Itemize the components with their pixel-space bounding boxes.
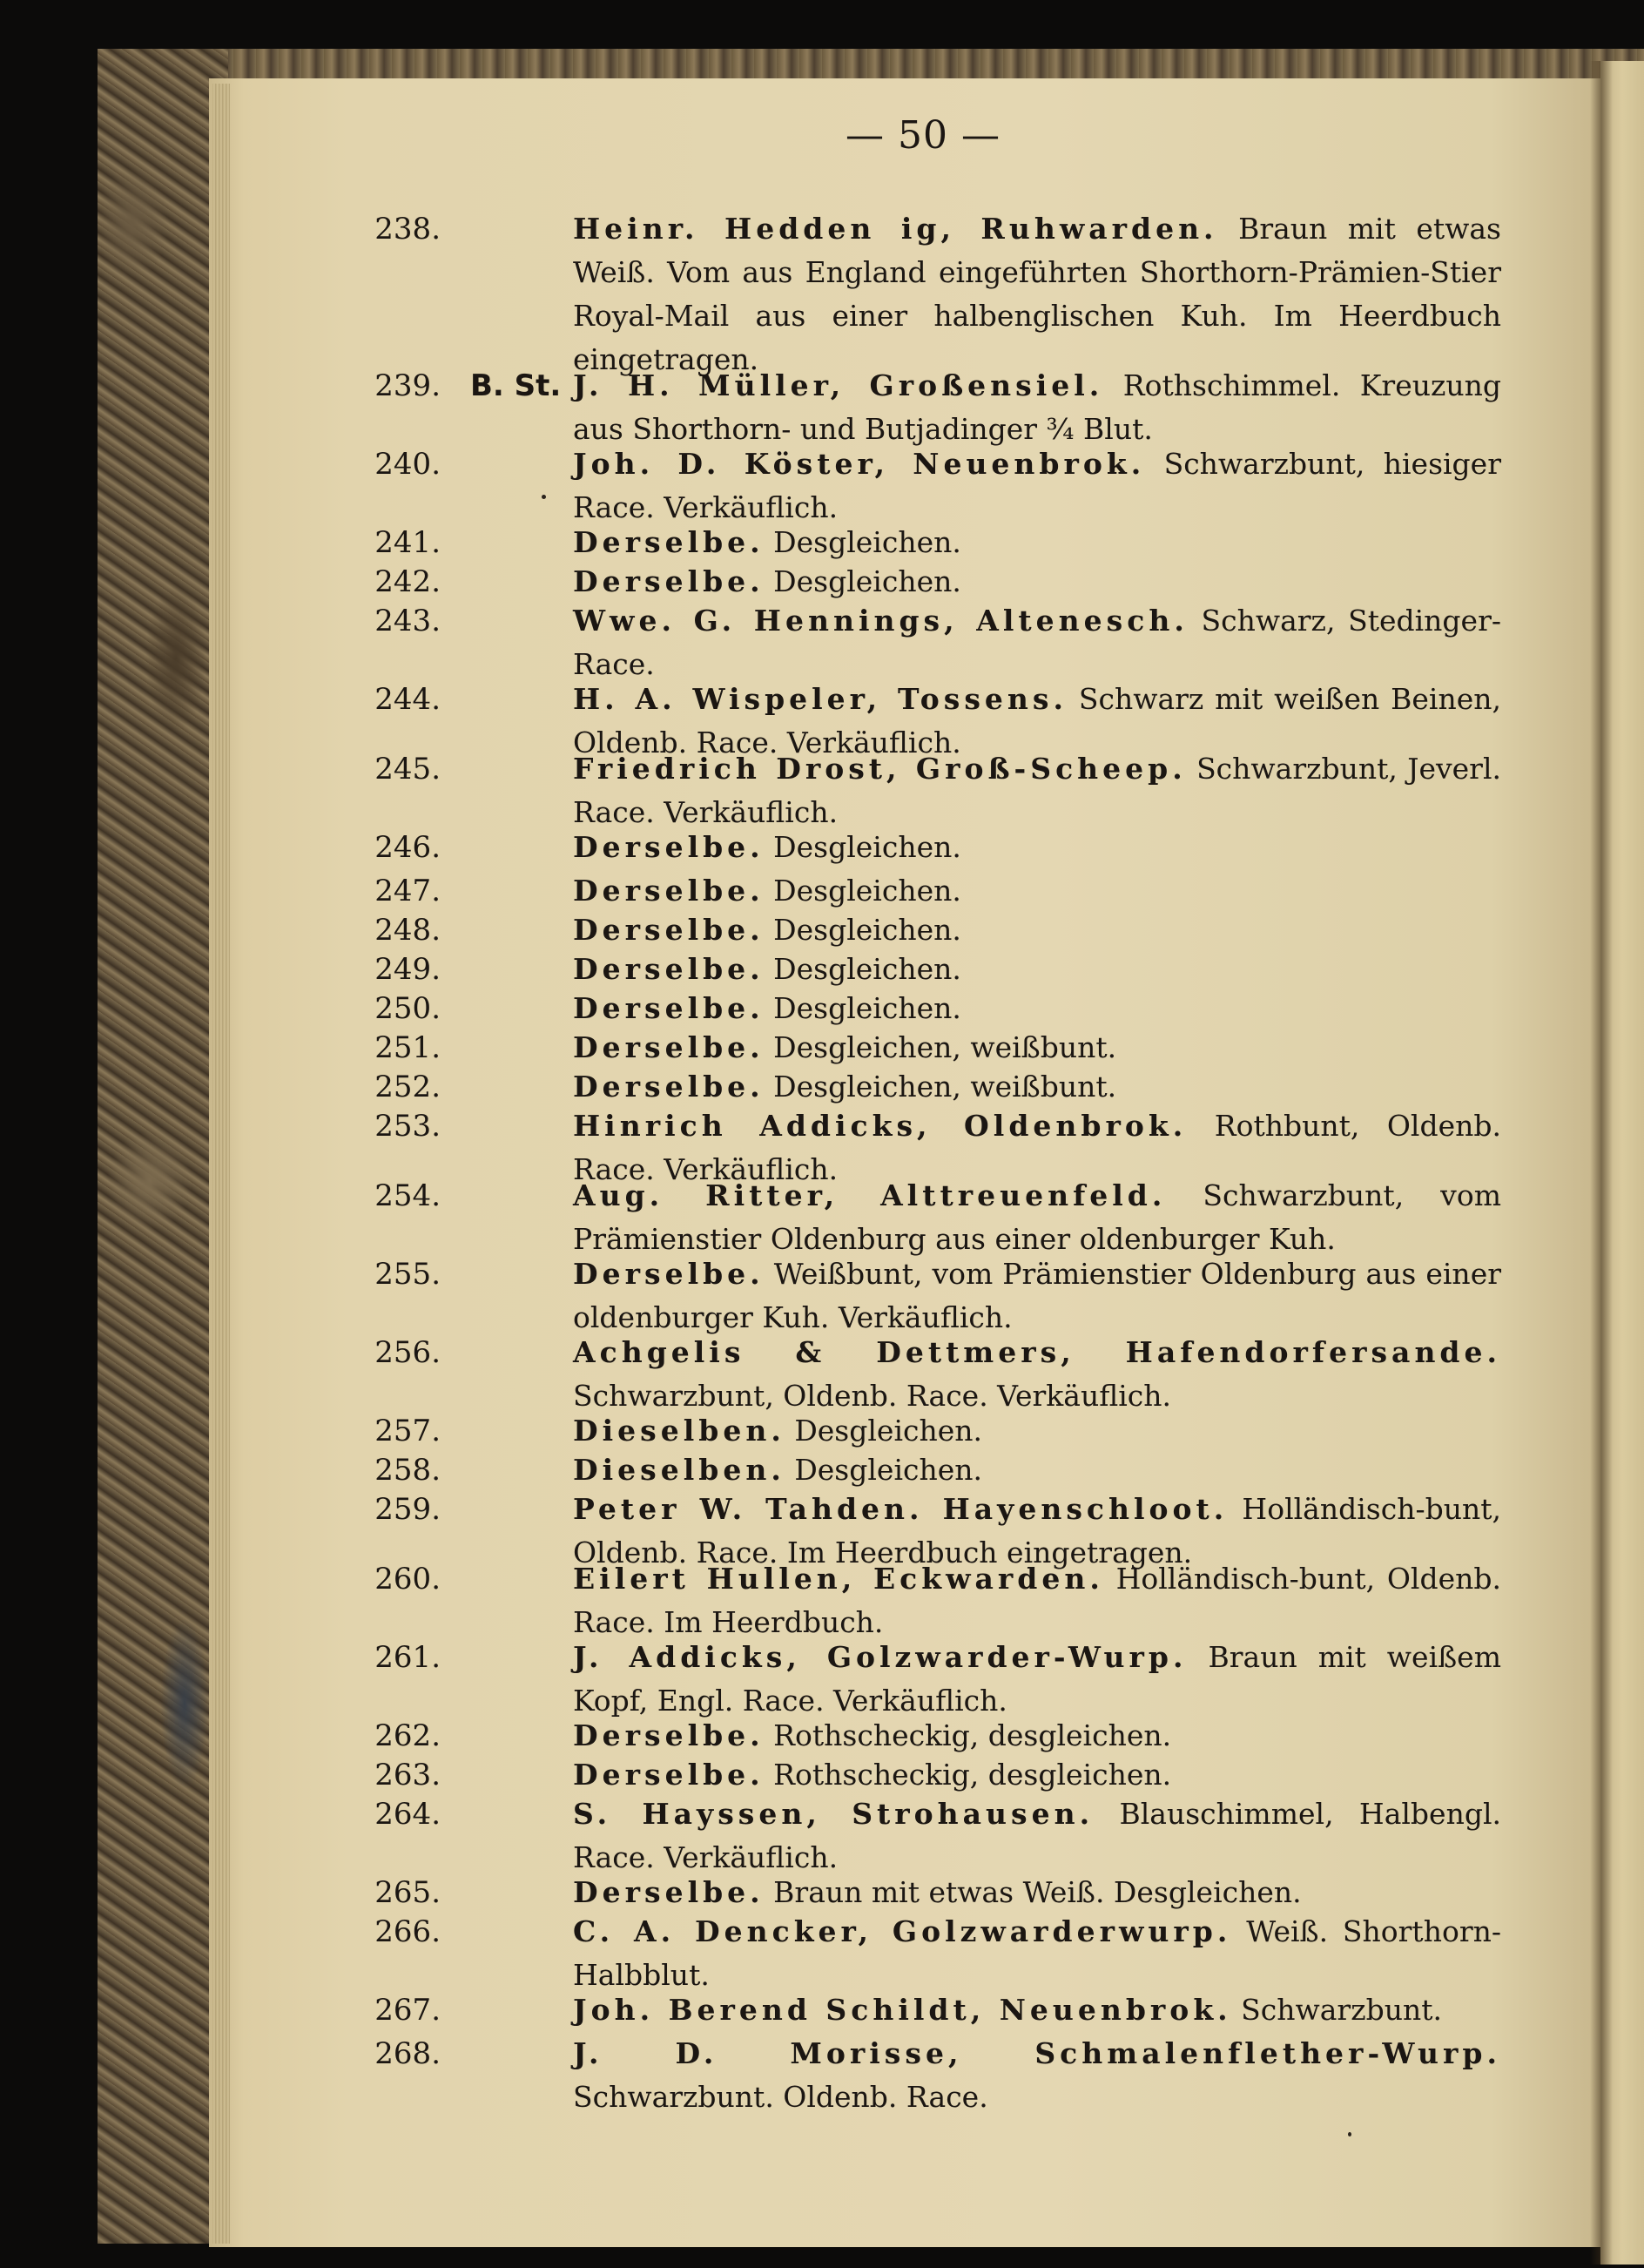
entry-text [573, 747, 1501, 834]
entry-owner: Derselbe. [573, 564, 765, 598]
entry-text [573, 599, 1501, 686]
entry-text [573, 1448, 1501, 1492]
entry-description: Rothschimmel. Kreuzung aus Shorthorn- und Butjadinger ¾ Blut. [573, 368, 1501, 446]
entry-description: Rothbunt, Oldenb. Race. Verkäuflich. [573, 1109, 1501, 1186]
entry-owner: J. H. Müller, Großensiel. [573, 368, 1104, 402]
entry-description: Braun mit etwas Weiß. Desgleichen. [773, 1875, 1302, 1909]
entry-owner: H. A. Wispeler, Tossens. [573, 682, 1068, 716]
entry-number: 251. [374, 1030, 441, 1065]
entry-description: Weiß. Shorthorn-Halbblut. [573, 1914, 1501, 1992]
entry-description: Rothscheckig, desgleichen. [773, 1758, 1172, 1792]
entry-number: 259. [374, 1492, 441, 1527]
page-number: — 50 — [846, 113, 1001, 158]
entry-text [573, 442, 1501, 530]
entry-number: 264. [374, 1797, 441, 1832]
entry-description: Desgleichen, weißbunt. [773, 1070, 1117, 1104]
entry-number: 267. [374, 1993, 441, 2028]
entry-owner: Derselbe. [573, 525, 765, 559]
entry-text [573, 1331, 1501, 1418]
entry-number: 261. [374, 1640, 441, 1675]
entry-number: 244. [374, 682, 441, 717]
entry-text [573, 1409, 1501, 1453]
entry-number: 240. [374, 447, 441, 482]
entry-number: 268. [374, 2036, 441, 2071]
entry-number: 239. [374, 368, 441, 403]
entry-owner: S. Hayssen, Strohausen. [573, 1797, 1095, 1831]
entry-text [573, 2032, 1501, 2119]
entry-text [573, 1753, 1501, 1797]
entry-number: 249. [374, 952, 441, 987]
entry-number: 242. [374, 564, 441, 599]
entry-owner: C. A. Dencker, Golzwarderwurp. [573, 1914, 1232, 1948]
entry-number: 255. [374, 1257, 441, 1292]
entry-owner: Dieselben. [573, 1414, 785, 1448]
entry-description: Desgleichen, weißbunt. [773, 1030, 1117, 1064]
entry-number: 241. [374, 525, 441, 560]
entry-owner: Joh. D. Köster, Neuenbrok. [573, 447, 1146, 481]
entry-number: 266. [374, 1914, 441, 1949]
entry-text [573, 521, 1501, 564]
entry-text [573, 1792, 1501, 1880]
entry-owner: Derselbe. [573, 952, 765, 986]
entry-owner: Derselbe. [573, 1257, 765, 1291]
entry-number: 252. [374, 1070, 441, 1104]
entry-number: 258. [374, 1453, 441, 1488]
entry-number: 238. [374, 212, 441, 246]
entry-owner: Hinrich Addicks, Oldenbrok. [573, 1109, 1188, 1143]
entry-text [573, 207, 1501, 381]
entry-description: Holländisch-bunt, Oldenb. Race. Im Heerdbuch. [573, 1562, 1502, 1639]
entry-text [573, 987, 1501, 1030]
entry-text [573, 1636, 1501, 1723]
entry-description: Desgleichen. [773, 830, 961, 864]
entry-owner: Derselbe. [573, 830, 765, 864]
entry-number: 260. [374, 1562, 441, 1596]
entry-owner: Derselbe. [573, 991, 765, 1025]
entry-description: Desgleichen. [773, 991, 961, 1025]
entry-description: Weißbunt, vom Prämienstier Oldenburg aus einer oldenburger Kuh. Verkäuflich. [573, 1257, 1501, 1334]
entry-text [573, 1714, 1501, 1758]
entry-text [573, 1910, 1501, 1997]
entry-description: Blauschimmel, Halbengl. Race. Verkäuflich. [573, 1797, 1502, 1874]
entry-description: Schwarzbunt, Oldenb. Race. Verkäuflich. [573, 1379, 1172, 1413]
entry-text [573, 869, 1501, 913]
entry-description: Schwarzbunt. Oldenb. Race. [573, 2080, 988, 2114]
entry-description: Desgleichen. [794, 1453, 983, 1487]
entry-description: Schwarzbunt, Jeverl. Race. Verkäuflich. [573, 752, 1501, 829]
entry-description: Schwarzbunt, hiesiger Race. Verkäuflich. [573, 447, 1501, 524]
entry-description: Desgleichen. [773, 525, 961, 559]
entry-description: Rothscheckig, desgleichen. [773, 1718, 1172, 1752]
entry-owner: Derselbe. [573, 913, 765, 947]
entry-text [573, 1988, 1501, 2032]
entry-owner: Derselbe. [573, 1070, 765, 1104]
entry-owner: Friedrich Drost, Groß-Scheep. [573, 752, 1187, 786]
entry-description: Desgleichen. [773, 913, 961, 947]
entry-owner: Derselbe. [573, 1875, 765, 1909]
entry-owner: Eilert Hullen, Eckwarden. [573, 1562, 1104, 1596]
entry-text [573, 1252, 1501, 1340]
entry-number: 253. [374, 1109, 441, 1144]
entry-description: Braun mit weißem Kopf, Engl. Race. Verkäuflich. [573, 1640, 1501, 1718]
entry-description: Schwarz mit weißen Beinen, Oldenb. Race. Verkäuflich. [573, 682, 1501, 759]
entry-number: 245. [374, 752, 441, 786]
entry-owner: Joh. Berend Schildt, Neuenbrok. [573, 1993, 1232, 2027]
entry-number: 256. [374, 1335, 441, 1370]
entry-text [573, 1065, 1501, 1109]
entry-owner: Heinr. Hedden ig, Ruhwarden. [573, 212, 1218, 246]
entry-description: Desgleichen. [773, 952, 961, 986]
entry-description: Desgleichen. [794, 1414, 983, 1448]
entry-text [573, 908, 1501, 952]
entry-owner: Wwe. G. Hennings, Altenesch. [573, 604, 1189, 638]
entry-description: Schwarzbunt. [1241, 1993, 1442, 2027]
entry-owner: Derselbe. [573, 874, 765, 908]
entry-owner: J. D. Morisse, Schmalenflether-Wurp. [573, 2036, 1501, 2070]
entry-owner: Aug. Ritter, Alttreuenfeld. [573, 1178, 1167, 1212]
entry-description: Schwarz, Stedinger-Race. [573, 604, 1502, 681]
entry-text [573, 826, 1501, 869]
entry-number: 248. [374, 913, 441, 948]
entry-owner: Dieselben. [573, 1453, 785, 1487]
entry-number: 243. [374, 604, 441, 638]
entry-text [573, 560, 1501, 604]
entry-number: 263. [374, 1758, 441, 1792]
entry-description: Desgleichen. [773, 874, 961, 908]
entry-number: 246. [374, 830, 441, 865]
entry-number: 265. [374, 1875, 441, 1910]
entry-mark: B. St. [470, 368, 562, 403]
entry-description: Braun mit etwas Weiß. Vom aus England eingeführten Shorthorn-Prämien-Stier Royal-Mail aus einer halbenglischen Kuh. Im Heerdbuch eingetragen. [573, 212, 1501, 376]
entry-owner: Derselbe. [573, 1758, 765, 1792]
entry-text [573, 1174, 1501, 1261]
entry-description: Schwarzbunt, vom Prämienstier Oldenburg aus einer oldenburger Kuh. [573, 1178, 1501, 1256]
entry-description: Holländisch-bunt, Oldenb. Race. Im Heerdbuch eingetragen. [573, 1492, 1501, 1569]
entry-text [573, 1871, 1501, 1914]
entry-owner: Derselbe. [573, 1718, 765, 1752]
entry-number: 254. [374, 1178, 441, 1213]
entry-owner: Achgelis & Dettmers, Hafendorfersande. [573, 1335, 1501, 1369]
entry-owner: J. Addicks, Golzwarder-Wurp. [573, 1640, 1188, 1674]
entry-description: Desgleichen. [773, 564, 961, 598]
entry-number: 250. [374, 991, 441, 1026]
entry-number: 257. [374, 1414, 441, 1448]
entry-number: 247. [374, 874, 441, 908]
entry-owner: Peter W. Tahden. Hayenschloot. [573, 1492, 1229, 1526]
entry-text [573, 1026, 1501, 1070]
entry-text [573, 1557, 1501, 1644]
entry-number: 262. [374, 1718, 441, 1753]
entry-text [573, 948, 1501, 991]
entry-owner: Derselbe. [573, 1030, 765, 1064]
entry-text [573, 364, 1501, 451]
